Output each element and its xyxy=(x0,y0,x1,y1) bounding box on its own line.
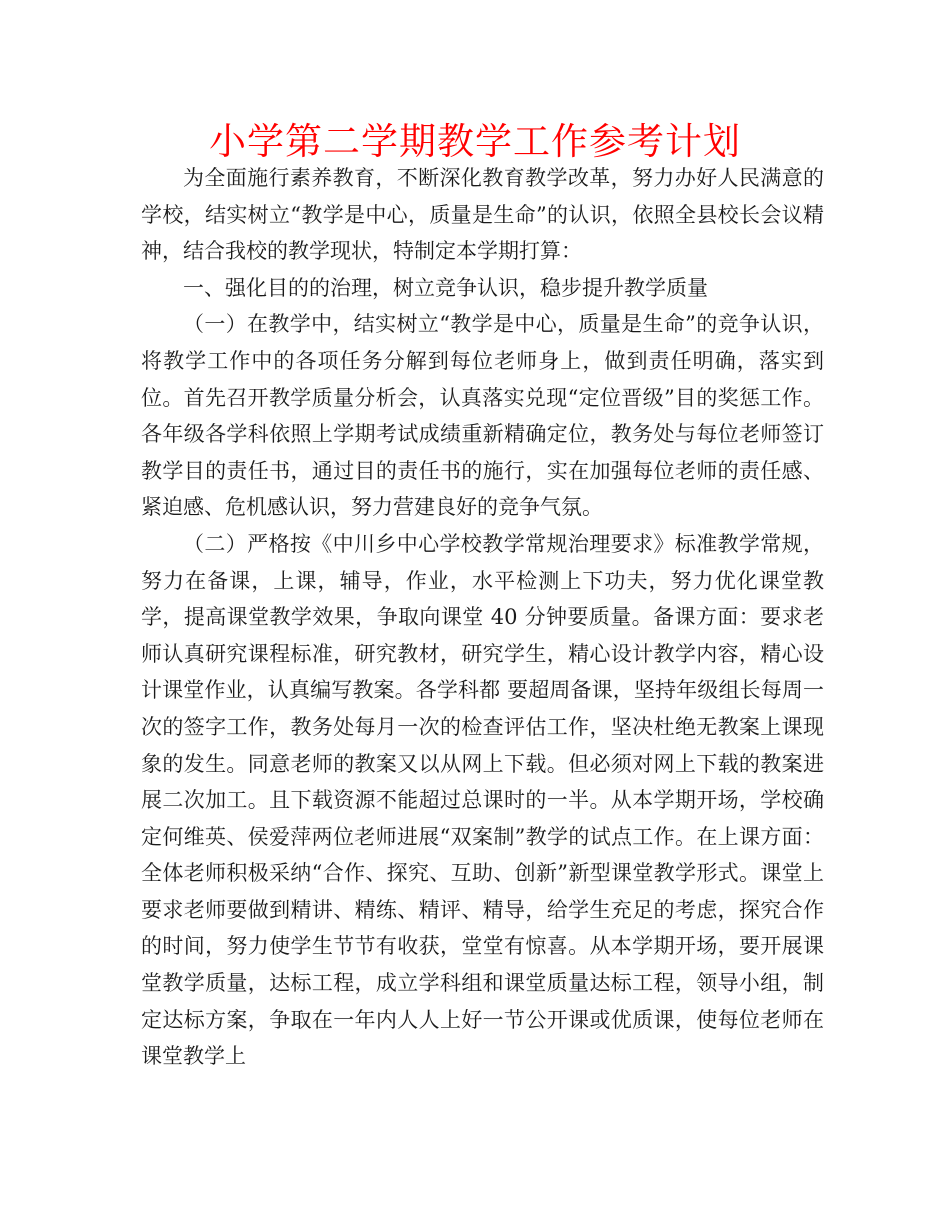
paragraph-item-1: （一）在教学中，结实树立“教学是中心，质量是生命”的竞争认识，将教学工作中的各项任务分解到每位老师身上，做到责任明确，落实到位。首先召开教学质量分析会，认真落实兑现“定位晋级”目的奖惩工作。各年级各学科依照上学期考试成绩重新精确定位，教务处与每位老师签订教学目的责任书，通过目的责任书的施行，实在加强每位老师的责任感、紧迫感、危机感认识，努力营建良好的竞争气氛。 xyxy=(141,312,824,520)
document-title: 小学第二学期教学工作参考计划 xyxy=(209,120,741,163)
section-heading-1: 一、强化目的的治理，树立竞争认识，稳步提升教学质量 xyxy=(183,275,708,300)
paragraph-item-2: （二）严格按《中川乡中心学校教学常规治理要求》标准教学常规，努力在备课，上课，辅导，作业，水平检测上下功夫，努力优化课堂教学，提高课堂教学效果，争取向课堂 40 分钟要质量。备课方面：要求老师认真研究课程标准，研究教材，研究学生，精心设计教学内容，精心设计课堂作业，认真编写教案。各学科都 要超周备课，坚持年级组长每周一次的签字工作，教务处每月一次的检查评估工作，坚决杜绝无教案上课现象的发生。同意老师的教案又以从网上下载。但必须对网上下载的教案进展二次加工。且下载资源不能超过总课时的一半。从本学期开场，学校确定何维英、侯爱萍两位老师进展“双案制”教学的试点工作。在上课方面：全体老师积极采纳“合作、探究、互助、创新”新型课堂教学形式。课堂上要求老师要做到精讲、精练、精评、精导，给学生充足的考虑，探究合作的时间，努力使学生节节有收获，堂堂有惊喜。从本学期开场，要开展课堂教学质量，达标工程，成立学科组和课堂质量达标工程，领导小组，制定达标方案，争取在一年内人人上好一节公开课或优质课，使每位老师在课堂教学上 xyxy=(141,531,824,1069)
intro-paragraph: 为全面施行素养教育，不断深化教育教学改革，努力办好人民满意的学校，结实树立“教学是中心，质量是生命”的认识，依照全县校长会议精神，结合我校的教学现状，特制定本学期打算： xyxy=(141,166,824,264)
document-body xyxy=(141,160,824,1075)
